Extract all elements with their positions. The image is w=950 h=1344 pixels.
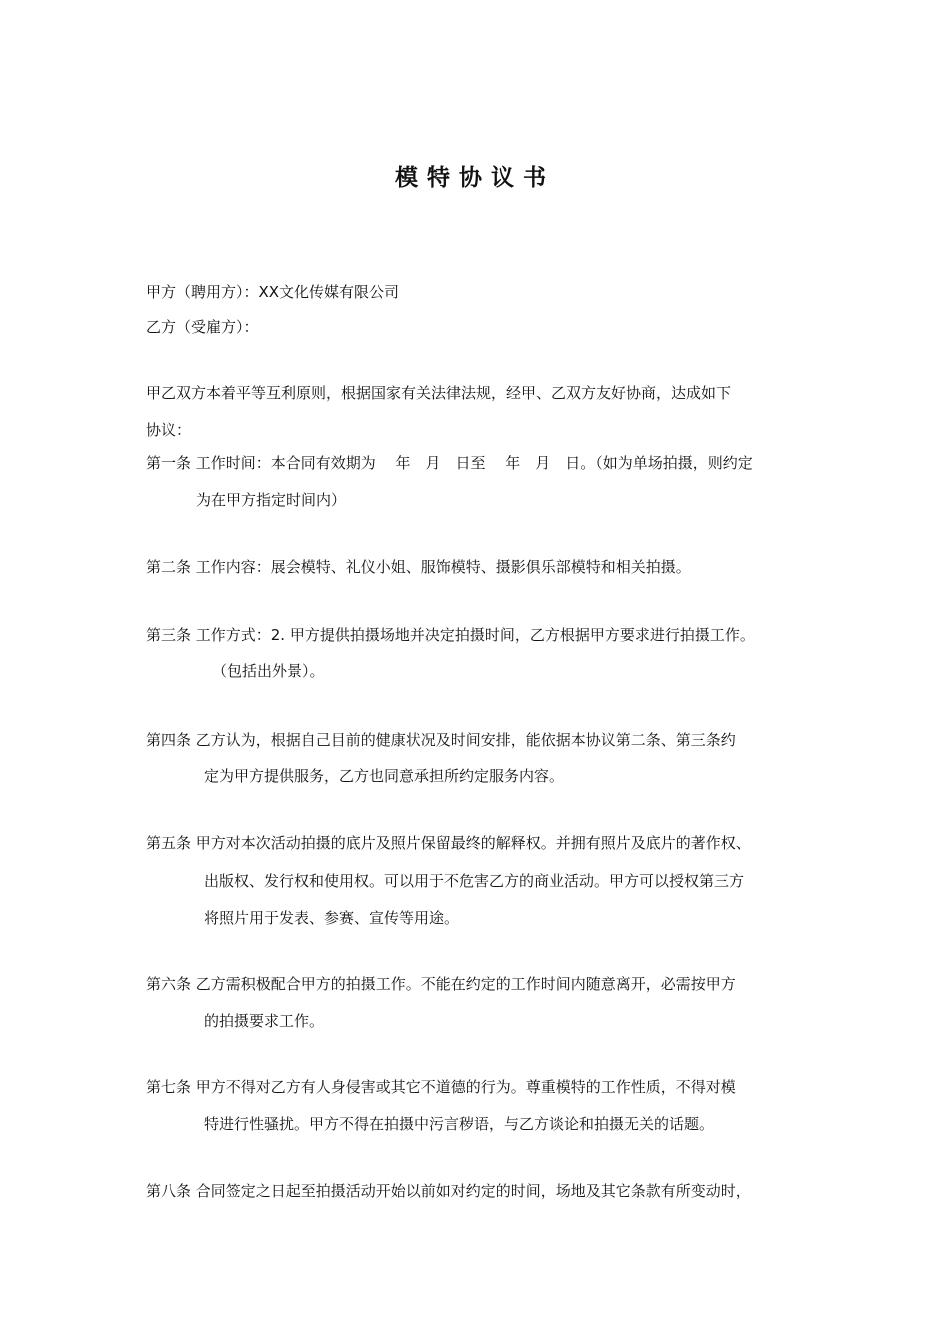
document-title: 模特协议书 <box>395 165 555 191</box>
article-6-line-2: 的拍摄要求工作。 <box>204 1012 325 1030</box>
party-b-line: 乙方（受雇方）： <box>146 318 259 336</box>
article-4-line-2: 定为甲方提供服务，乙方也同意承担所约定服务内容。 <box>204 767 565 785</box>
article-5-line-2: 出版权、发行权和使用权。可以用于不危害乙方的商业活动。甲方可以授权第三方 <box>204 872 745 890</box>
article-3-line-1: 第三条 工作方式：2. 甲方提供拍摄场地并决定拍摄时间，乙方根据甲方要求进行拍摄工作。 <box>146 626 755 644</box>
article-7-line-2: 特进行性骚扰。甲方不得在拍摄中污言秽语，与乙方谈论和拍摄无关的话题。 <box>204 1115 715 1133</box>
article-1-line-2: 为在甲方指定时间内） <box>196 491 347 509</box>
article-4-line-1: 第四条 乙方认为，根据自己目前的健康状况及时间安排，能依据本协议第二条、第三条约 <box>146 731 736 749</box>
article-8-line-1: 第八条 合同签定之日起至拍摄活动开始以前如对约定的时间，场地及其它条款有所变动时， <box>146 1182 751 1200</box>
article-7-line-1: 第七条 甲方不得对乙方有人身侵害或其它不道德的行为。尊重模特的工作性质，不得对模 <box>146 1078 736 1096</box>
article-2-line-1: 第二条 工作内容：展会模特、礼仪小姐、服饰模特、摄影俱乐部模特和相关拍摄。 <box>146 558 691 576</box>
article-1-line-1: 第一条 工作时间：本合同有效期为 年 月 日至 年 月 日。（如为单场拍摄，则约定 <box>146 454 753 472</box>
intro-line-2: 协议： <box>146 421 192 439</box>
article-3-line-2: （包括出外景）。 <box>212 662 325 680</box>
party-a-line: 甲方（聘用方）：XX文化传媒有限公司 <box>146 283 400 301</box>
intro-line-1: 甲乙双方本着平等互利原则，根据国家有关法律法规，经甲、乙双方友好协商，达成如下 <box>146 384 732 402</box>
article-6-line-1: 第六条 乙方需积极配合甲方的拍摄工作。不能在约定的工作时间内随意离开，必需按甲方 <box>146 975 736 993</box>
article-5-line-3: 将照片用于发表、参赛、宣传等用途。 <box>204 909 460 927</box>
article-5-line-1: 第五条 甲方对本次活动拍摄的底片及照片保留最终的解释权。并拥有照片及底片的著作权、 <box>146 834 751 852</box>
